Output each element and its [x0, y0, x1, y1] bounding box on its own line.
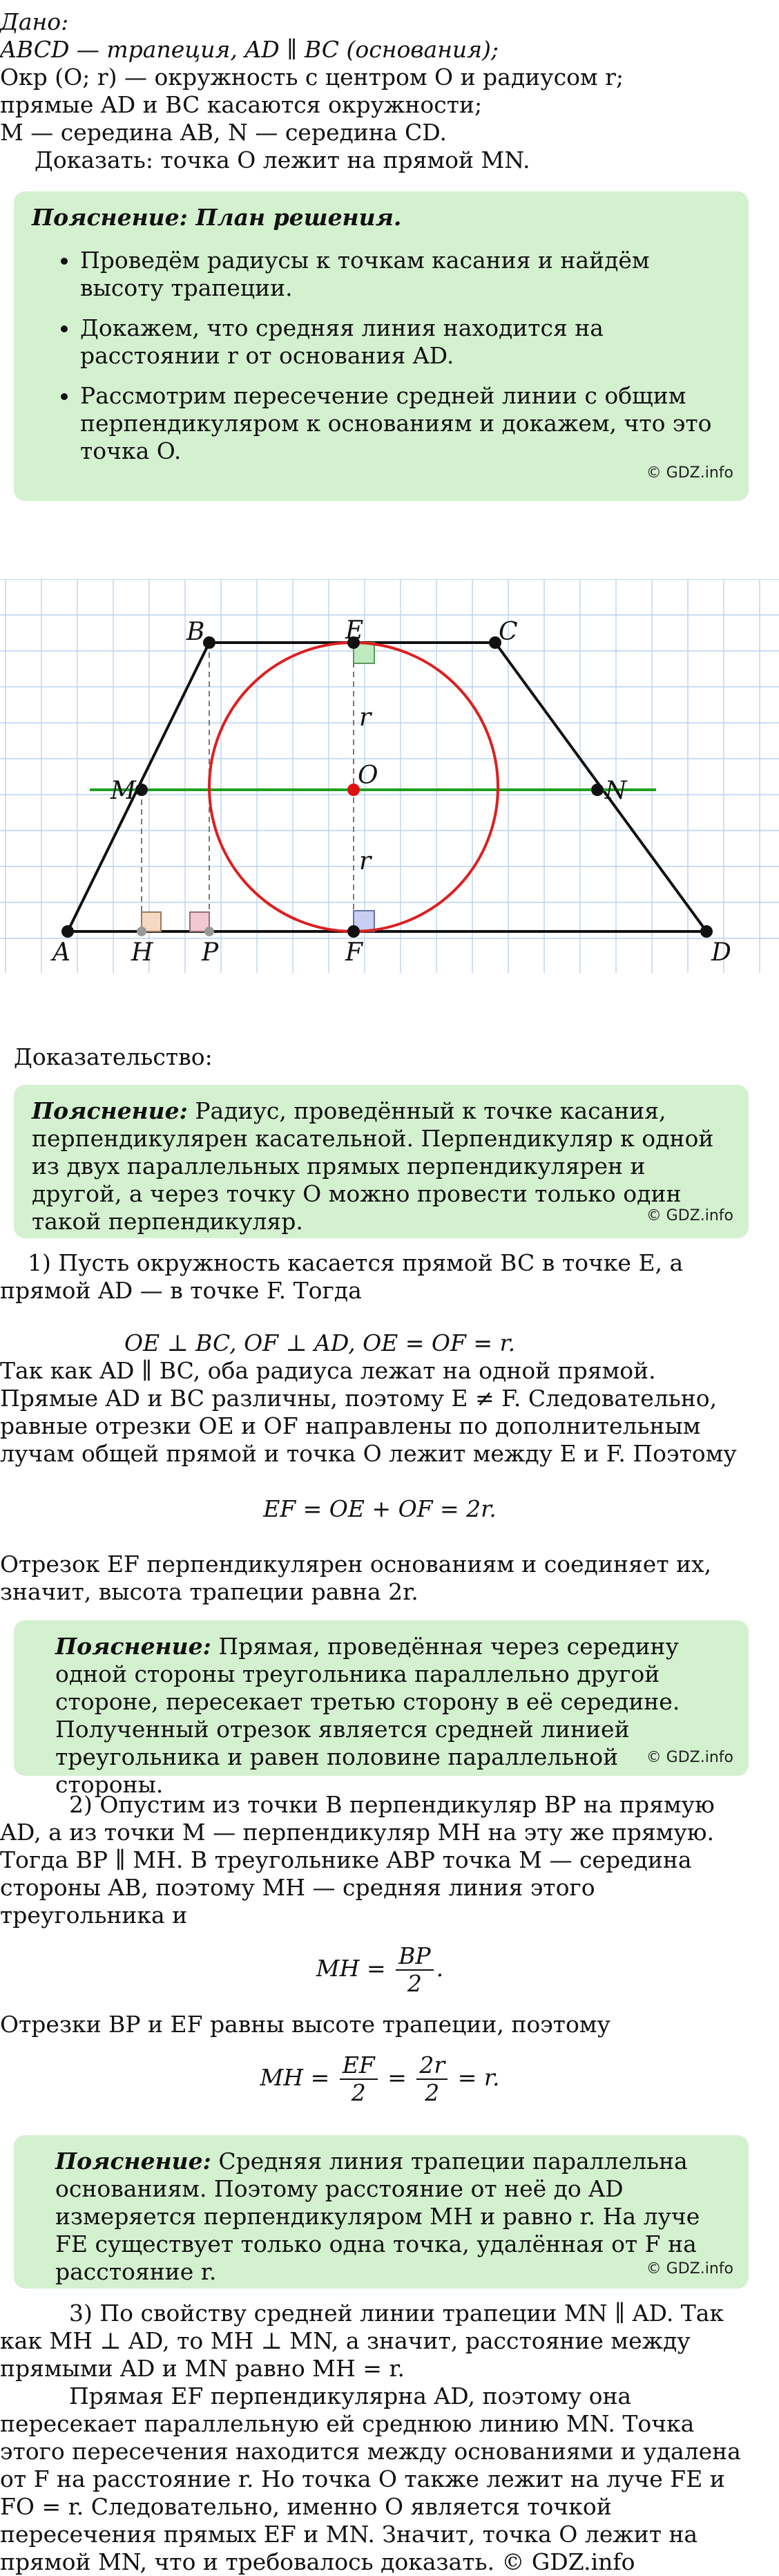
given-line: ABCD — трапеция, AD ∥ BC (основания);	[0, 36, 499, 63]
plan-item: Рассмотрим пересечение средней линии с общим перпендикуляром к основаниям и докажем, что это точка O.	[32, 382, 731, 465]
plan-title: Пояснение: План решения.	[32, 204, 402, 231]
step-1-text: 1) Пусть окружность касается прямой BC в точке E, а прямой AD — в точке F. Тогда	[0, 1249, 684, 1304]
step-3-text: 3) По свойству средней линии трапеции MN ∥ AD. Так как MH ⊥ AD, то MH ⊥ MN, а значит, расстояние между прямыми AD и MN равно MH = r.	[0, 2300, 724, 2382]
label-f: F	[345, 938, 363, 967]
label-p: P	[202, 938, 219, 967]
formula: OE ⊥ BC, OF ⊥ AD, OE = OF = r.	[124, 1329, 516, 1356]
note-title: Пояснение:	[55, 1633, 211, 1660]
label-h: H	[131, 938, 153, 967]
label-b: B	[186, 618, 205, 646]
note-box-3	[14, 2135, 749, 2289]
note-text: Прямая, проведённая через середину одной стороны треугольника параллельно другой стороне, пересекает третью сторону в её середине. Полученный отрезок является средней линией треугольника и равен половине параллельной стороны.	[55, 1633, 680, 1798]
note-title: Пояснение:	[32, 1097, 188, 1124]
label-m: M	[110, 777, 136, 805]
label-c: C	[499, 618, 518, 646]
step-1	[0, 1249, 760, 1606]
trapezoid-figure	[0, 579, 779, 973]
note-title: Пояснение:	[55, 2148, 211, 2175]
note-box-2	[14, 1620, 749, 1798]
prove-statement: Доказать: точка O лежит на прямой MN.	[35, 146, 530, 173]
point-d	[700, 925, 713, 938]
note-box-1	[14, 1085, 749, 1238]
point-n	[591, 784, 604, 796]
copyright: © GDZ.info	[646, 1207, 733, 1224]
formula: MH = $\frac{BP}{2}$ .	[316, 1942, 444, 1997]
step-3	[0, 2300, 760, 2576]
point-b	[203, 636, 215, 649]
plan-box	[14, 191, 749, 501]
point-p	[204, 927, 214, 936]
label-a: A	[52, 938, 70, 967]
note-text: Радиус, проведённый к точке касания, перпендикулярен касательной. Перпендикуляр к одной из двух параллельных прямых перпендикулярен и другой, а через точку O можно провести только один такой перпендикуляр.	[32, 1097, 714, 1235]
label-r-upper: r	[359, 703, 372, 732]
given-line: M — середина AB, N — середина CD.	[0, 119, 447, 146]
formula: MH = $\frac{EF}{2}$ = $\frac{2r}{2}$ = r.	[260, 2052, 500, 2106]
label-e: E	[345, 616, 364, 645]
step-2-text: 2) Опустим из точки B перпендикуляр BP на прямую AD, а из точки M — перпендикуляр MH на эту же прямую. Тогда BP ∥ MH. В треугольнике ABP точка M — середина стороны AB, поэтому MH — средняя линия этого треугольника и	[0, 1791, 715, 1929]
given-section	[0, 8, 767, 174]
step-3-text: Прямая EF перпендикулярна AD, поэтому она пересекает параллельную ей среднюю линию MN. Точка этого пересечения находится между основаниями и удалена от F на расстояние r. Но точка O также лежит на луче FE и FO = r. Следовательно, именно O является точкой пересечения прямых EF и MN. Значит, точка O лежит на прямой MN, что и требовалось доказать. © GDZ.info	[0, 2383, 741, 2575]
note-text: Средняя линия трапеции параллельна основаниям. Поэтому расстояние от неё до AD измеряется перпендикуляром MH и равно r. На луче FE существует только одна точка, удалённая от F на расстояние r.	[55, 2148, 700, 2285]
plan-list	[32, 247, 731, 465]
proof-heading: Доказательство:	[14, 1043, 213, 1070]
label-d: D	[711, 938, 731, 967]
step-2-text: Отрезки BP и EF равны высоте трапеции, поэтому	[0, 2011, 610, 2038]
plan-item: Проведём радиусы к точкам касания и найдём высоту трапеции.	[32, 247, 731, 302]
copyright: © GDZ.info	[646, 1749, 733, 1766]
given-line: Окр (O; r) — окружность с центром O и радиусом r;	[0, 64, 624, 91]
label-o: O	[358, 761, 378, 790]
formula: EF = OE + OF = 2r.	[263, 1495, 497, 1522]
point-m	[135, 784, 148, 796]
label-n: N	[605, 777, 627, 805]
point-a	[61, 925, 74, 938]
step-1-text: Так как AD ∥ BC, оба радиуса лежат на одной прямой. Прямые AD и BC различны, поэтому E ≠ F. Следовательно, равные отрезки OE и OF направлены по дополнительным лучам общей прямой и точка O лежит между E и F. Поэтому	[0, 1357, 737, 1467]
step-2	[0, 1791, 760, 2106]
point-h	[137, 927, 146, 936]
copyright: © GDZ.info	[646, 464, 733, 482]
label-r-lower: r	[359, 847, 372, 875]
given-heading: Дано:	[0, 8, 69, 35]
given-line: прямые AD и BC касаются окружности;	[0, 91, 483, 118]
step-1-text: Отрезок EF перпендикулярен основаниям и соединяет их, значит, высота трапеции равна 2r.	[0, 1551, 712, 1605]
copyright: © GDZ.info	[646, 2260, 733, 2277]
plan-item: Докажем, что средняя линия находится на расстоянии r от основания AD.	[32, 314, 731, 370]
point-f	[347, 925, 360, 938]
